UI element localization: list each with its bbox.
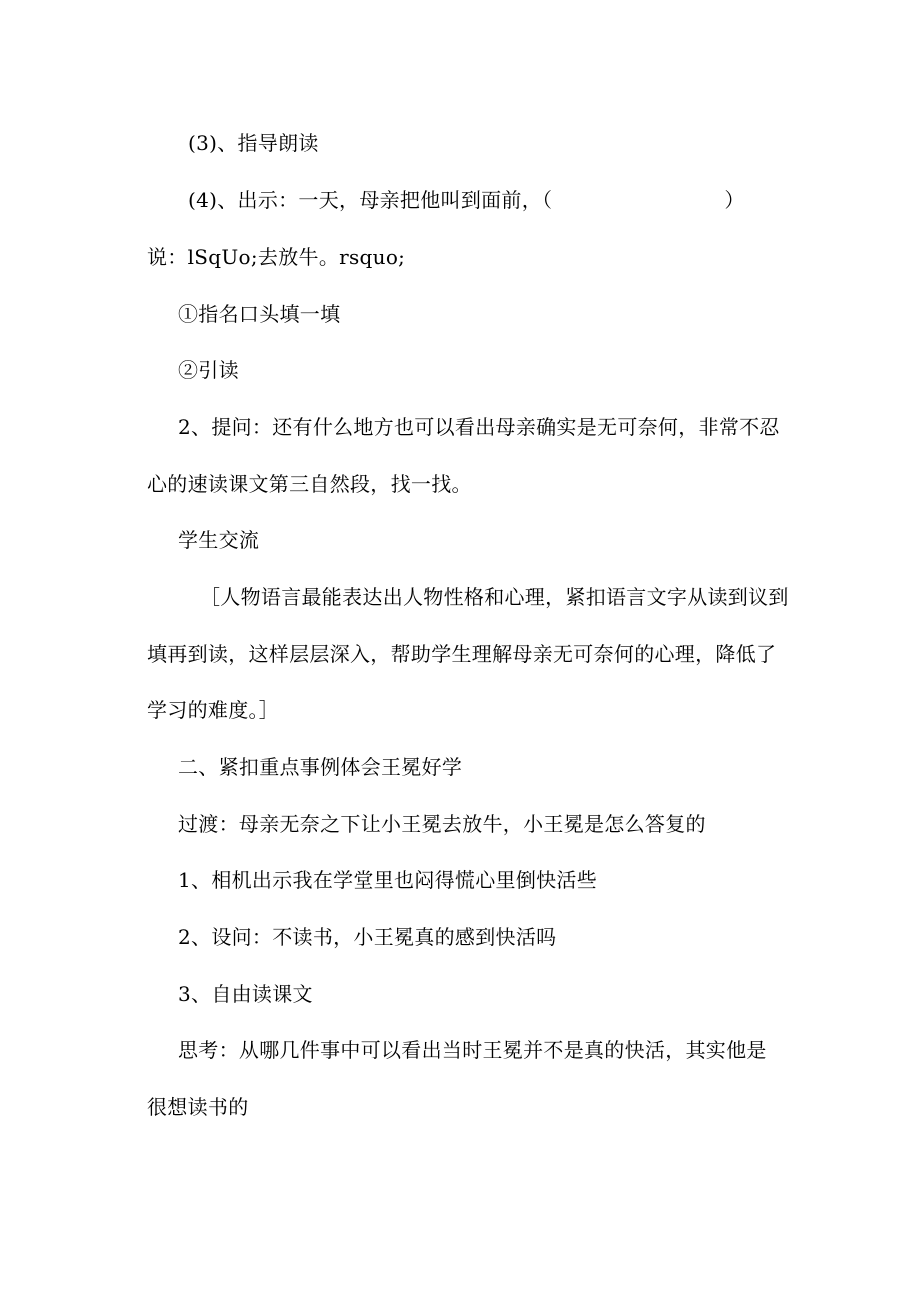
text-line-question-2-cont: 心的速读课文第三自然段，找一找。 <box>147 472 472 496</box>
text-line-item-2: 2、设问：不读书，小王冕真的感到快活吗 <box>178 925 557 949</box>
text-line-think: 思考：从哪几件事中可以看出当时王冕并不是真的快活，其实他是 <box>178 1038 767 1062</box>
text-line-lead-reading: ②引读 <box>178 358 239 382</box>
text-line-comment-3: 学习的难度。］ <box>147 698 280 722</box>
text-line-item-3: 3、自由读课文 <box>178 982 313 1006</box>
text-line-question-2: 2、提问：还有什么地方也可以看出母亲确实是无可奈何，非常不忍 <box>178 415 780 439</box>
text-line-comment-2: 填再到读，这样层层深入，帮助学生理解母亲无可奈何的心理，降低了 <box>147 642 777 666</box>
fill-blank-prompt-text: (4)、出示：一天，母亲把他叫到面前，（ <box>188 188 553 212</box>
text-line-comment-1: ［人物语言最能表达出人物性格和心理，紧扣语言文字从读到议到 <box>200 585 789 609</box>
section-heading-two: 二、紧扣重点事例体会王冕好学 <box>178 755 463 779</box>
text-line-transition: 过渡：母亲无奈之下让小王冕去放牛，小王冕是怎么答复的 <box>178 812 706 836</box>
text-line-fill-blank-prompt <box>188 186 745 214</box>
text-line-item-1: 1、相机出示我在学堂里也闷得慌心里倒快活些 <box>178 868 598 892</box>
text-line-student-exchange: 学生交流 <box>178 528 260 552</box>
text-line-think-cont: 很想读书的 <box>147 1095 249 1119</box>
fill-blank-close-paren: ） <box>724 188 745 212</box>
text-line-mother-quote: 说：lSqUo;去放牛。rsquo; <box>147 245 406 269</box>
text-line-oral-fill: ①指名口头填一填 <box>178 302 341 326</box>
text-line-guided-reading: (3)、指导朗读 <box>188 131 319 155</box>
